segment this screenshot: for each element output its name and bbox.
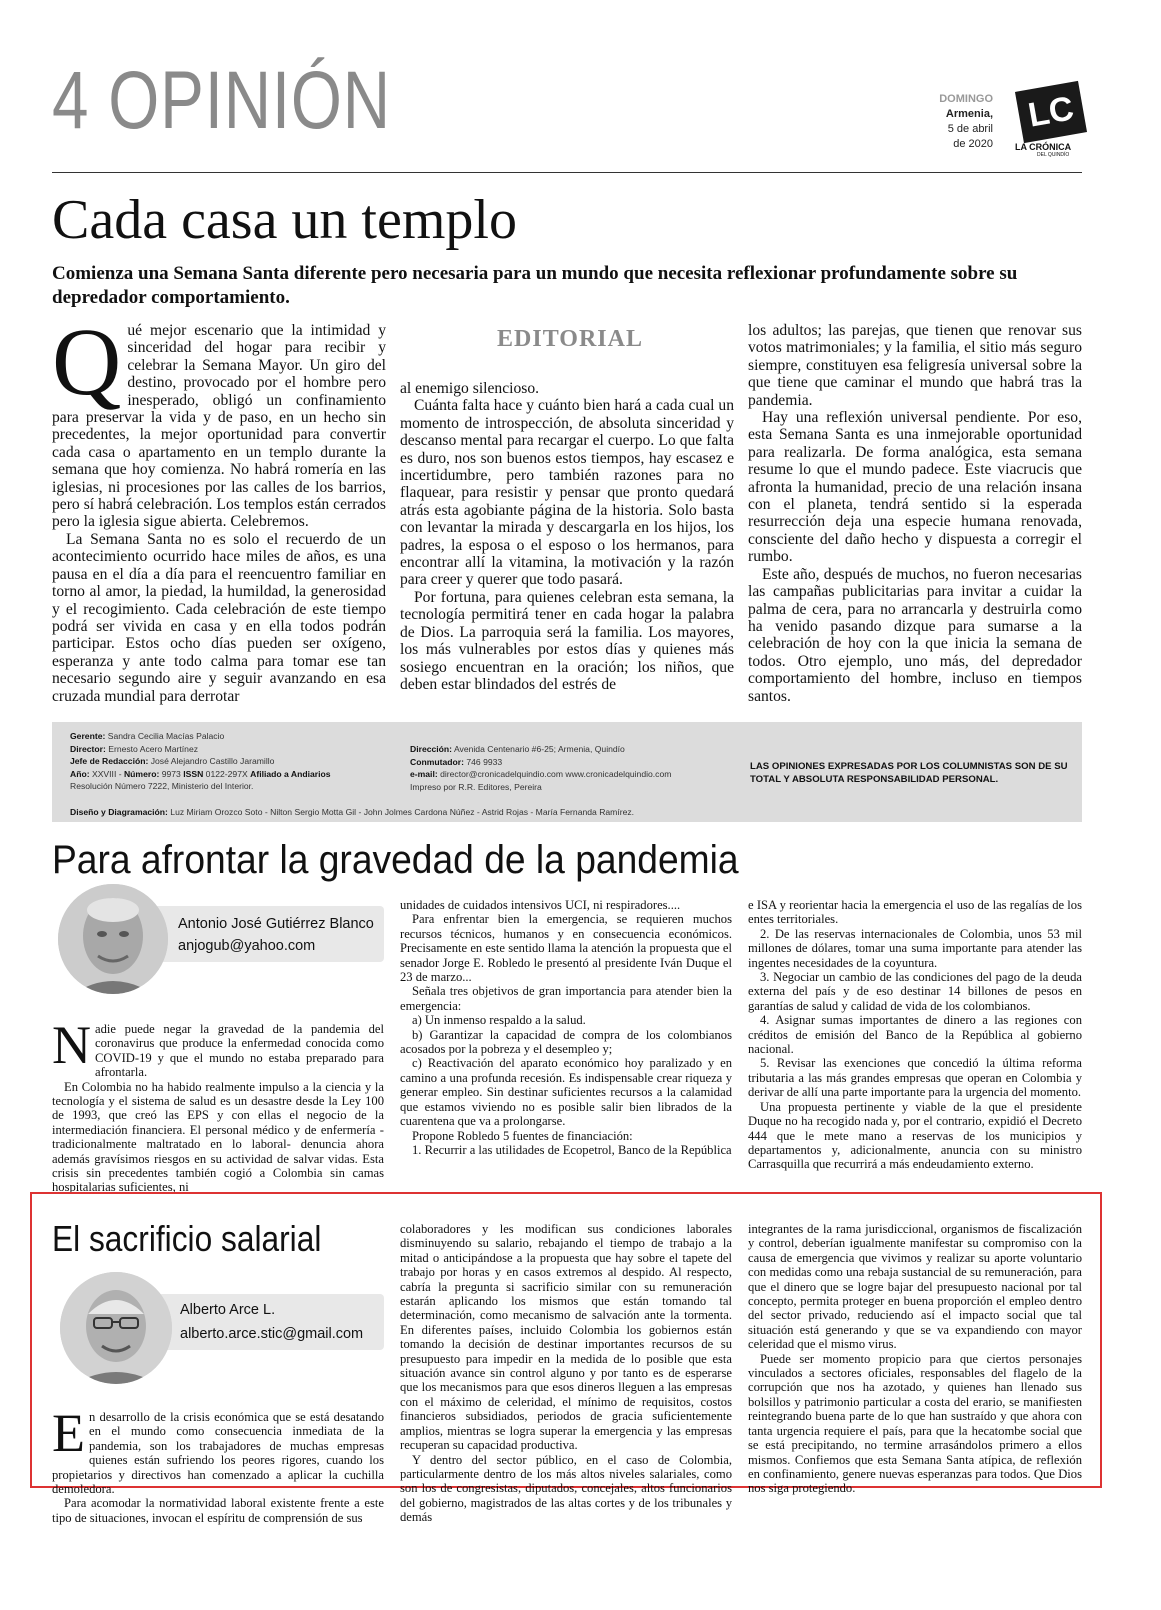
diseno: Luz Miriam Orozco Soto - Nilton Sergio Motta Gil - John Jolmes Cardona Núñez - Astrid Rojas - María Fernanda Ramírez. [170,807,635,817]
paragraph: Una propuesta pertinente y viable de la que el presidente Duque no ha recogido nada y, por el contrario, expidió el Decreto 444 que le mete mano a reservas de los municipios y departamentos y, adicionalmente, anuncia con su ministro Carrasquilla que recurrirá a más endeudamiento externo. [748,1099,1082,1172]
paragraph: Este año, después de muchos, no fueron necesarias las campañas publicitarias para invitar a cuidar la palma de cera, para no arrancarla y destruirla como ha venido pasando dizque para sumarse a la celebración de hoy con la que inicia la semana de todos. Otro ejemplo, uno más, del depredador comportamiento del hombre, incluso en tiempos santos. [748,565,1082,705]
label: e-mail: [410,769,438,780]
paragraph: Puede ser momento propicio para que ciertos personajes vinculados a sectores oficiales, responsables del flagelo de la corrupción que nos ha azotado, y quienes han llenado sus bolsillos y patrimonio particular a costa del erario, se manifiesten reintegrando buena parte de lo que han sustraído y que ahora con tanta urgencia requiere el país, para que la hecatombe social que se está precipitando, no termine arrasándolos primero a ellos mismos. Confiemos que esta Semana Santa atípica, de reflexión en confinamiento, genere nuevas esperanzas para todos. Que Dios nos siga protegiendo. [748,1351,1082,1496]
column2-dropcap: E [52,1403,85,1463]
anio: XXVIII - [91,768,122,779]
jefe: José Alejandro Castillo Jaramillo [150,756,275,767]
paragraph: adie puede negar la gravedad de la pandemia del coronavirus que produce la enfermedad conocida como COVID-19 y que el mundo no estaba preparado para afrontarla. [95,1022,384,1080]
paragraph: a) Un inmenso respaldo a la salud. [412,1013,586,1028]
masthead-contact [410,743,750,793]
editorial-column-2 [400,380,734,693]
paragraph: Por fortuna, para quienes celebran esta semana, la tecnología permitirá tener en cada hogar la palabra de Dios. La parroquia será la familia. Los mayores, los más vulnerables por estos días y quienes más sosiego encuentran en la oración; los niños, que deben estar blindados del estrés de [400,588,734,693]
column1-dropcap: N [52,1015,91,1075]
paragraph: n desarrollo de la crisis económica que se está desatando en el mundo como consecuencia inmediata de la pandemia, son los trabajadores de muchas empresas quienes están sufriendo los peores rigores, cuando los propietarios y directivos han comenzado a aplicar la cuchilla demoledora. [52,1410,384,1497]
dateline-date2: de 2020 [953,138,993,150]
director: Ernesto Acero Martínez [108,743,199,754]
paragraph: 1. Recurrir a las utilidades de Ecopetrol, Banco de la República [412,1142,732,1157]
paragraph: Hay una reflexión universal pendiente. Por eso, esta Semana Santa es una inmejorable oportunidad para realizarla. De forma analógica, esta semana resume lo que el mundo padece. Este viacrucis que afronta la humanidad, precio de una relación insana con el planeta, tendrá sentido si la esperada resurrección deja una especie humana renovada, consciente del daño hecho y dispuesta a corregir el rumbo. [748,409,1082,566]
label: Diseño y Diagramación: [70,807,168,817]
author-name: Antonio José Gutiérrez Blanco [178,916,374,932]
masthead-staff [70,730,400,793]
label: ISSN [183,768,204,779]
column1-author-card [130,906,384,962]
newspaper-logo [1015,86,1091,158]
column1-text-3 [748,898,1082,1172]
paragraph: los adultos; las parejas, que tienen que renovar sus votos matrimoniales; y la familia, el sitio más seguro siempre, constituyen esa feligresía universal sobre la que tiene que caminar el mundo que habrá tras la pandemia. [748,322,1082,409]
column1-headline: Para afrontar la gravedad de la pandemia [52,838,739,882]
paragraph: En Colombia no ha habido realmente impulso a la ciencia y la tecnología y el sistema de salud es un desastre desde la Ley 100 de 1993, que creó las EPS y con ellas el negocio de la intermediación financiera. El personal médico y de enfermería -tradicionalmente maltratado en lo laboral- denuncia ahora además gravísimos riesgos en su actividad de salvar vidas. Esta crisis sin precedentes también cogió a Colombia sin camas hospitalarias suficientes, ni [52,1079,384,1195]
column2-text-2 [400,1222,732,1525]
direccion: Avenida Centenario #6-25; Armenia, Quindío [453,744,625,754]
paragraph: 4. Asignar sumas importantes de dinero a las regiones con créditos de emisión del Banco de la República al gobierno nacional. [748,1013,1082,1057]
paragraph: Señala tres objetivos de gran importancia para atender bien la emergencia: [400,984,732,1013]
paragraph: La Semana Santa no es solo el recuerdo de un acontecimiento ocurrido hace miles de años, es una pausa en el día a día para el reencuentro familiar en torno al amor, la piedad, la humildad, la generosidad y el recogimiento. Cada celebración de este tiempo podrá ser vivida en casa y en ella todos podrán participar. Estos ocho días pueden ser oxígeno, esperanza y ante todo calma para tomar ese tan necesario segundo aire y seguir avanzando en esa cruzada mundial para derrotar [52,530,386,705]
gerente: Sandra Cecilia Macías Palacio [107,731,225,741]
author-name: Alberto Arce L. [180,1302,276,1318]
logo-name: LA CRÓNICA [1015,142,1072,152]
author-email[interactable]: alberto.arce.stic@gmail.com [180,1326,364,1342]
dateline-city: Armenia, [945,108,993,120]
column2-text-1 [52,1403,384,1525]
email-link[interactable]: director@cronicadelquindio.com www.cronicadelquindio.com [440,769,672,780]
editorial-headline: Cada casa un templo [52,189,517,251]
paragraph: colaboradores y les modifican sus condiciones laborales disminuyendo su salario, rebajando el tiempo de trabajo a la mitad o anticipándose a la propuesta que hay sobre el tapete del trabajo por horas y en casos extremos al despido. Al respecto, cabría la pregunta si sacrificio similar con su remuneración estarán aplicando los mismos que están tomando tal determinación, como mecanismo de salvación ante la tormenta. En diferentes países, incluido Colombia los gobiernos están tomando la decisión de destinar importantes recursos de su presupuesto para impedir en la medida de lo posible que esta situación avance sin control alguno y por tanto es de esperarse que los mecanismos para que esos dineros lleguen a las empresas con el máximo de celeridad, el mínimo de requisitos, costos financieros subsidiados, periodos de gracia suficientemente amplios, mientras se logra superar la emergencia y las empresas recuperan su capacidad productiva. [400,1222,732,1453]
impreso: Impreso por R.R. Editores, Pereira [410,781,542,792]
column2-text-3 [748,1222,1082,1496]
logo-subname: DEL QUINDÍO [1037,152,1070,158]
label: Número: [123,768,160,779]
column2-headline: El sacrificio salarial [52,1218,322,1259]
label: Año: [70,768,90,779]
paragraph: unidades de cuidados intensivos UCI, ni respiradores.... [400,898,681,912]
paragraph: Para enfrentar bien la emergencia, se requieren muchos recursos técnicos, humanos y en consecuencia económicos. Precisamente en este sentido llama la atención la propuesta que el senador Jorge E. Robledo le presentó al presidente Iván Duque el 23 de marzo... [400,912,732,985]
paragraph: Cuánta falta hace y cuánto bien hará a cada cual un momento de introspección, de absoluta sinceridad y descanso mental para recargar el cuerpo. Lo que falta es duro, nos son buenos estos tiempos, hay escasez e incertidumbre, pero también razones para no flaquear, para resistir y pensar que pronto quedará atrás esta agobiante página de la historia. Solo basta con levantar la mirada y descargarla en los hijos, los padres, la esposa o el esposo o los hermanos, para encontrar allí la vitamina, la motivación y la razón para creer y querer que todo pasará. [400,397,734,589]
dateline-day: DOMINGO [939,93,993,105]
label: Dirección: [410,744,453,754]
dateline [939,92,993,152]
resolucion: Resolución Número 7222, Ministerio del Interior. [70,781,254,792]
column1-text-2 [400,898,732,1157]
label: Jefe de Redacción: [70,756,149,767]
paragraph: 2. De las reservas internacionales de Colombia, unos 53 mil millones de dólares, tomar una suma importante para atender las ingentes necesidades de la coyuntura. [748,926,1082,970]
paragraph: 5. Revisar las exenciones que concedió la última reforma tributaria a las más grandes empresas que operan en Colombia y derivar de allí una parte importante para la urgencia del momento. [748,1056,1082,1100]
portrait-icon [58,884,168,994]
label: Conmutador: [410,756,464,767]
paragraph: ué mejor escenario que la intimidad y sinceridad del hogar para recibir y celebrar la Semana Mayor. Un giro del destino, provocado por el hombre pero inesperado, obligó un confinamiento para preservar la vida y de paso, en un hecho sin precedentes, la mejor oportunidad para convertir cada casa o apartamento en un templo durante la semana que hoy comienza. No habrá romería en las iglesias, ni procesiones por las calles de los barrios, pero sí habrá celebración. Los templos están cerrados pero la iglesia sigue abierta. Celebremos. [52,322,386,531]
paragraph: e ISA y reorientar hacia la emergencia el uso de las regalías de los entes territoriales. [748,898,1082,927]
masthead-design [70,806,970,819]
paragraph: al enemigo silencioso. [400,380,540,397]
issn: 0122-297X [205,768,248,779]
label: Director: [70,743,106,754]
editorial-column-1 [52,308,386,705]
masthead-disclaimer: LAS OPINIONES EXPRESADAS POR LOS COLUMNISTAS SON DE SU TOTAL Y ABSOLUTA RESPONSABILIDAD PERSONAL. [750,761,1068,785]
editorial-column-3 [748,322,1082,705]
paragraph: 3. Negociar un cambio de las condiciones del pago de la deuda externa del país y de eso destinar 14 billones de pesos en garantías de salud y calidad de vida de los colombianos. [748,970,1082,1013]
conmutador: 746 9933 [466,756,503,767]
header-rule [52,172,1082,173]
label: Gerente: [70,731,106,741]
logo-mark: LC [1015,81,1087,143]
paragraph: c) Reactivación del aparato económico hoy paralizado y en camino a una profunda recesión. Es indispensable crear riqueza y generar empleo. Sin destinar suficientes recursos a la calamidad que estamos viviendo no es posible salir bien librados de la cuarentena que va a prolongarse. [400,1056,732,1129]
paragraph: Y dentro del sector público, en el caso de Colombia, particularmente dentro de los más altos niveles salariales, como son los de congresistas, diputados, concejales, altos funcionarios del gobierno, magistrados de las altas cortes y de los tribunales y demás [400,1452,732,1525]
paragraph: Propone Robledo 5 fuentes de financiación: [412,1128,633,1143]
editorial-dropcap: Q [52,308,122,415]
author-photo-avatar [58,884,168,994]
paragraph: Para acomodar la normatividad laboral existente frente a este tipo de situaciones, invocan el espíritu de comprensión de sus [52,1496,384,1525]
author-photo-avatar [60,1272,172,1384]
numero: 9973 [161,768,181,779]
paragraph: integrantes de la rama jurisdiccional, organismos de fiscalización y control, deberían igualmente manifestar su compromiso con la causa de emergencia que vivimos y realizar su aporte voluntario con medidas como una rebaja sustancial de su remuneración, para que el dinero que se logre bajar del presupuesto nacional por tal concepto, permita proteger en buena proporción el empleo dentro del sector privado, reduciendo así el impacto social que tal situación está generando y que se va expandiendo con mayor celeridad que el mismo virus. [748,1222,1082,1352]
portrait-icon [60,1272,172,1384]
author-email[interactable]: anjogub@yahoo.com [178,938,316,954]
paragraph: b) Garantizar la capacidad de compra de los colombianos acosados por la pobreza y el desempleo y; [400,1027,732,1057]
editorial-deck: Comienza una Semana Santa diferente pero necesaria para un mundo que necesita reflexionar profundamente sobre su depredador comportamiento. [52,263,1018,308]
column1-text-1 [52,1015,384,1195]
dateline-date1: 5 de abril [947,123,993,135]
masthead-box [52,722,1082,822]
editorial-label: EDITORIAL [497,326,643,352]
afiliado: Afiliado a Andiarios [250,768,331,779]
section-title: 4 OPINIÓN [52,55,391,146]
